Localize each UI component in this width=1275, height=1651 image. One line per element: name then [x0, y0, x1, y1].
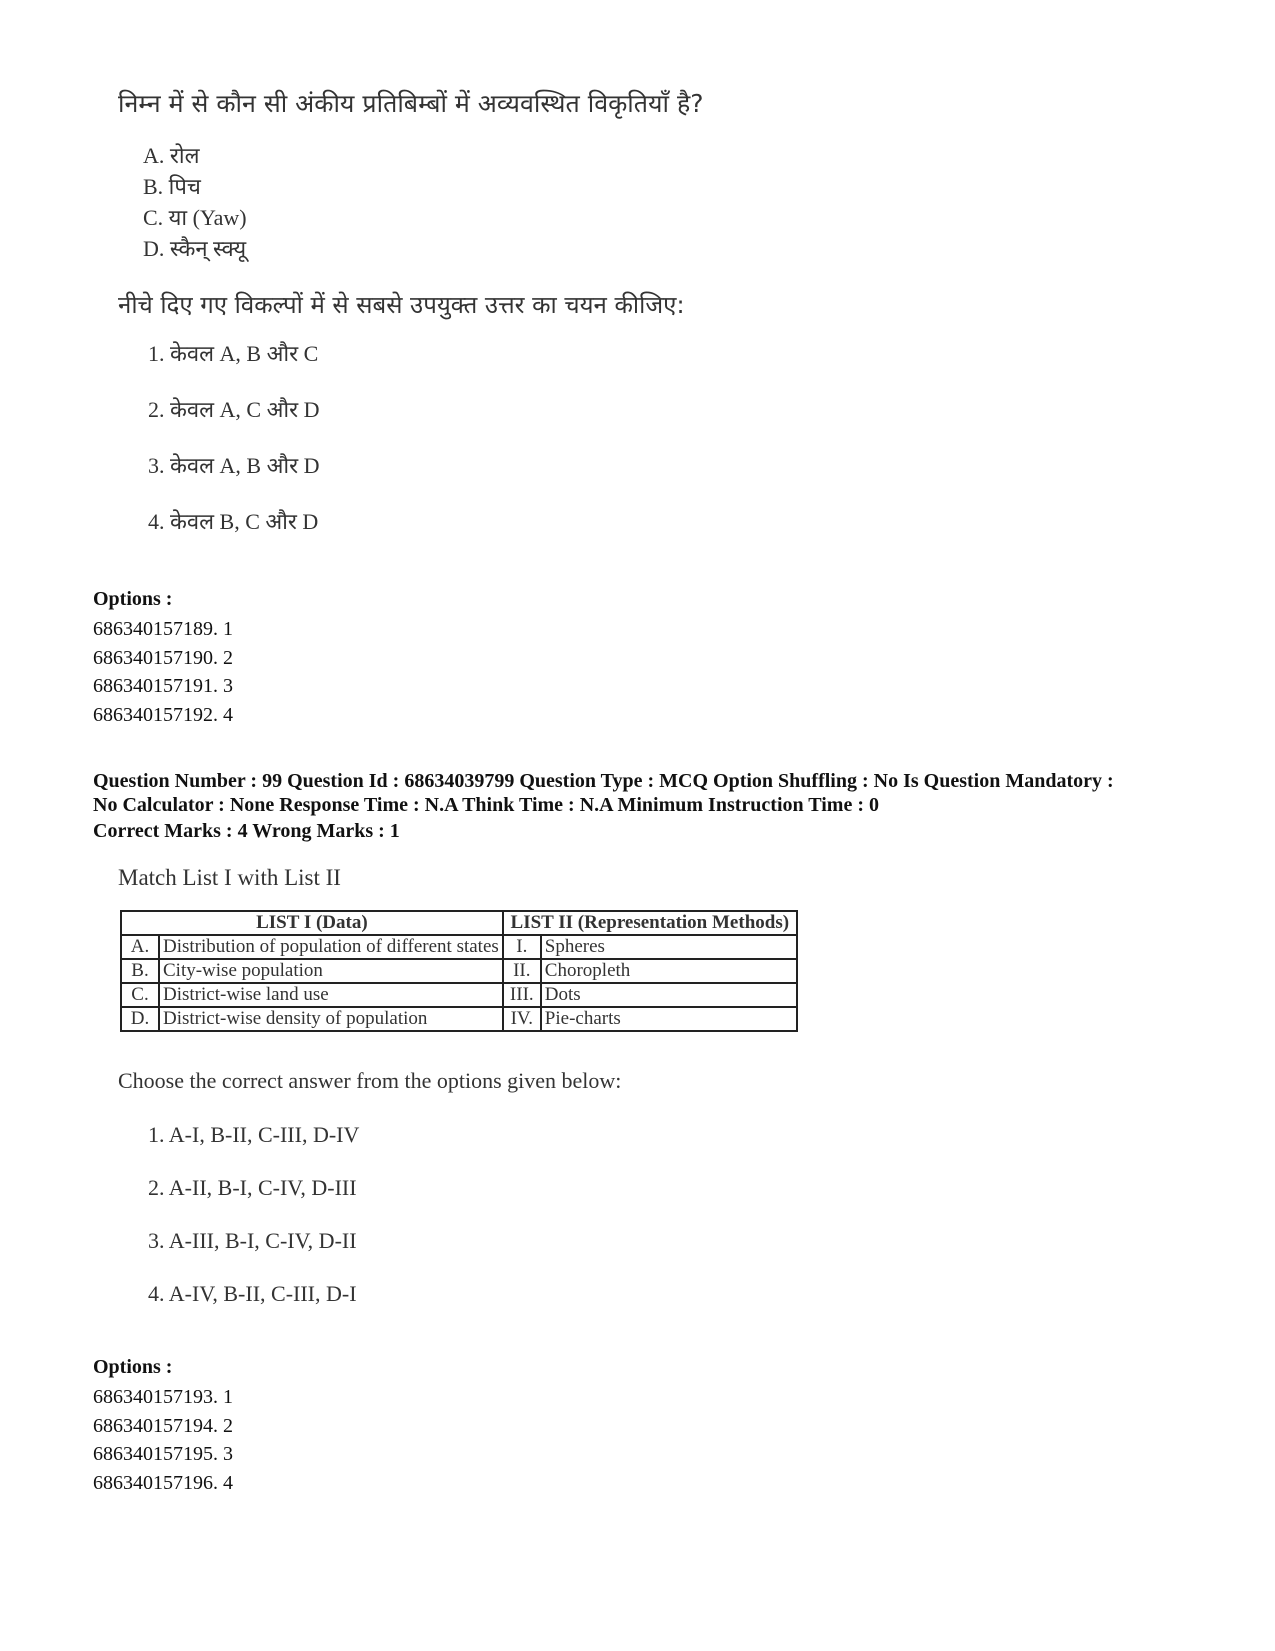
question-99-options	[93, 1356, 233, 1497]
meta-line: Question Number : 99 Question Id : 68634039799 Question Type : MCQ Option Shuffling : No Is Question Mandatory :	[93, 770, 1114, 792]
table-row	[121, 935, 797, 959]
list1-key: D.	[121, 1007, 159, 1031]
question-98-prompt: नीचे दिए गए विकल्पों में से सबसे उपयुक्त उत्तर का चयन कीजिए:	[118, 291, 685, 319]
question-98-items	[143, 140, 247, 264]
list2-key: IV.	[503, 1007, 541, 1031]
list1-key: A.	[121, 935, 159, 959]
list2-text: Spheres	[541, 935, 797, 959]
list-item: C. या (Yaw)	[143, 205, 247, 230]
match-table	[120, 910, 798, 1032]
list2-header: LIST II (Representation Methods)	[503, 911, 797, 935]
table-header-row	[121, 911, 797, 935]
list2-key: I.	[503, 935, 541, 959]
options-title: Options :	[93, 1356, 173, 1378]
list2-key: II.	[503, 959, 541, 983]
list1-key: C.	[121, 983, 159, 1007]
option-item: 686340157189. 1	[93, 618, 233, 640]
question-98-stem: निम्न में से कौन सी अंकीय प्रतिबिम्बों में अव्यवस्थित विकृतियाँ है?	[118, 89, 704, 118]
option-item: 686340157196. 4	[93, 1471, 233, 1494]
question-99-marks: Correct Marks : 4 Wrong Marks : 1	[93, 820, 400, 842]
list-item: D. स्कैन् स्क्यू	[143, 236, 247, 261]
table-row	[121, 983, 797, 1007]
question-99-stem: Match List I with List II	[118, 865, 341, 890]
table-row	[121, 1007, 797, 1031]
list1-key: B.	[121, 959, 159, 983]
choice-item: 1. A-I, B-II, C-III, D-IV	[148, 1122, 360, 1147]
options-title: Options :	[93, 588, 173, 610]
list2-text: Pie-charts	[541, 1007, 797, 1031]
choice-item: 1. केवल A, B और C	[148, 341, 319, 366]
meta-line: No Calculator : None Response Time : N.A Think Time : N.A Minimum Instruction Time : 0	[93, 794, 879, 816]
table-row	[121, 959, 797, 983]
list1-text: District-wise land use	[159, 983, 503, 1007]
list1-header: LIST I (Data)	[121, 911, 503, 935]
list1-text: City-wise population	[159, 959, 503, 983]
list2-text: Choropleth	[541, 959, 797, 983]
list2-text: Dots	[541, 983, 797, 1007]
choice-item: 2. केवल A, C और D	[148, 397, 320, 422]
option-item: 686340157191. 3	[93, 675, 233, 697]
choice-item: 2. A-II, B-I, C-IV, D-III	[148, 1175, 357, 1200]
question-99-prompt: Choose the correct answer from the options given below:	[118, 1068, 622, 1093]
question-98-choices	[148, 338, 320, 562]
option-item: 686340157193. 1	[93, 1386, 233, 1408]
question-99-meta	[93, 769, 1213, 817]
option-item: 686340157192. 4	[93, 703, 233, 726]
list-item: B. पिच	[143, 174, 201, 199]
option-item: 686340157194. 2	[93, 1414, 233, 1437]
option-item: 686340157190. 2	[93, 646, 233, 669]
list2-key: III.	[503, 983, 541, 1007]
choice-item: 3. A-III, B-I, C-IV, D-II	[148, 1228, 357, 1253]
choice-item: 4. केवल B, C और D	[148, 509, 319, 534]
question-99-choices	[148, 1122, 359, 1334]
option-item: 686340157195. 3	[93, 1443, 233, 1465]
choice-item: 3. केवल A, B और D	[148, 453, 320, 478]
list1-text: District-wise density of population	[159, 1007, 503, 1031]
question-98-options	[93, 588, 233, 729]
choice-item: 4. A-IV, B-II, C-III, D-I	[148, 1281, 357, 1306]
list-item: A. रोल	[143, 143, 200, 168]
list1-text: Distribution of population of different states	[159, 935, 503, 959]
